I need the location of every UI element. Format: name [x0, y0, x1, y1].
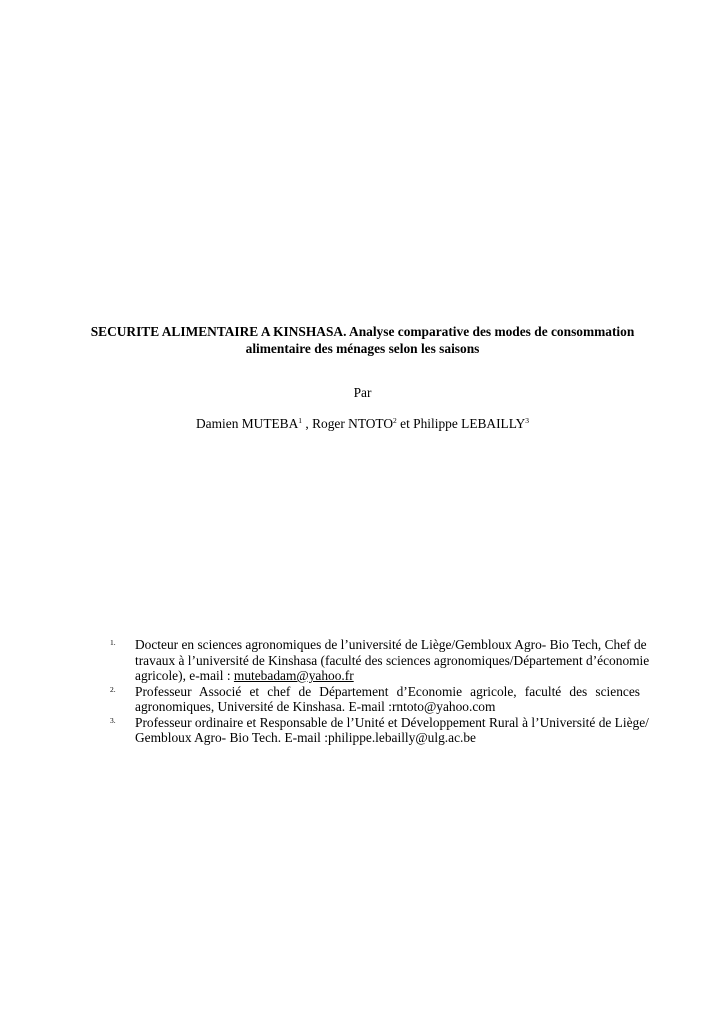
- author-ref-marker: 2: [393, 416, 397, 425]
- email-link[interactable]: mutebadam@yahoo.fr: [233, 668, 354, 683]
- title-line-1: SECURITE ALIMENTAIRE A KINSHASA. Analyse comparative des modes de consommation: [90, 324, 635, 339]
- author-affiliation-footnotes: [110, 637, 650, 746]
- footnote-line: agronomiques, Université de Kinshasa. E-mail :rntoto@yahoo.com: [135, 699, 496, 714]
- footnote-item: [110, 637, 650, 684]
- footnote-text: [135, 637, 650, 684]
- author-separator: ,: [302, 416, 313, 431]
- author-name: Philippe LEBAILLY: [413, 416, 526, 431]
- footnote-item: [110, 684, 640, 715]
- footnote-line: [135, 668, 640, 684]
- title-line-2: alimentaire des ménages selon les saisons: [245, 341, 480, 356]
- footnote-line: travaux à l’université de Kinshasa (faculté des sciences agronomiques/Département d’économie: [135, 652, 650, 668]
- footnote-marker: 3.: [110, 715, 116, 725]
- by-label: Par: [353, 385, 372, 400]
- footnote-line: Professeur Associé et chef de Département d’Economie agricole, faculté des sciences: [135, 683, 640, 699]
- author-ref-marker: 3: [525, 416, 529, 425]
- author-name: Roger NTOTO: [312, 416, 394, 431]
- footnote-line: Gembloux Agro- Bio Tech. E-mail :philippe.lebailly@ulg.ac.be: [135, 730, 477, 745]
- author-list: [0, 415, 725, 432]
- footnote-marker: 2.: [110, 684, 116, 694]
- footnote-marker: 1.: [110, 638, 116, 647]
- footnote-line: Docteur en sciences agronomiques de l’université de Liège/Gembloux Agro- Bio Tech, Chef de: [135, 637, 647, 652]
- footnote-line: Professeur ordinaire et Responsable de l’Unité et Développement Rural à l’Université de Liège/: [135, 714, 649, 730]
- footnote-line-prefix: agricole), e-mail :: [135, 668, 234, 683]
- author-separator: et: [396, 416, 414, 431]
- footnote-text: [135, 684, 640, 715]
- footnote-item: [110, 714, 649, 746]
- author-ref-marker: 1: [298, 416, 303, 425]
- author-name: Damien MUTEBA: [196, 416, 299, 431]
- footnote-text: [135, 714, 649, 746]
- paper-title: [60, 323, 665, 357]
